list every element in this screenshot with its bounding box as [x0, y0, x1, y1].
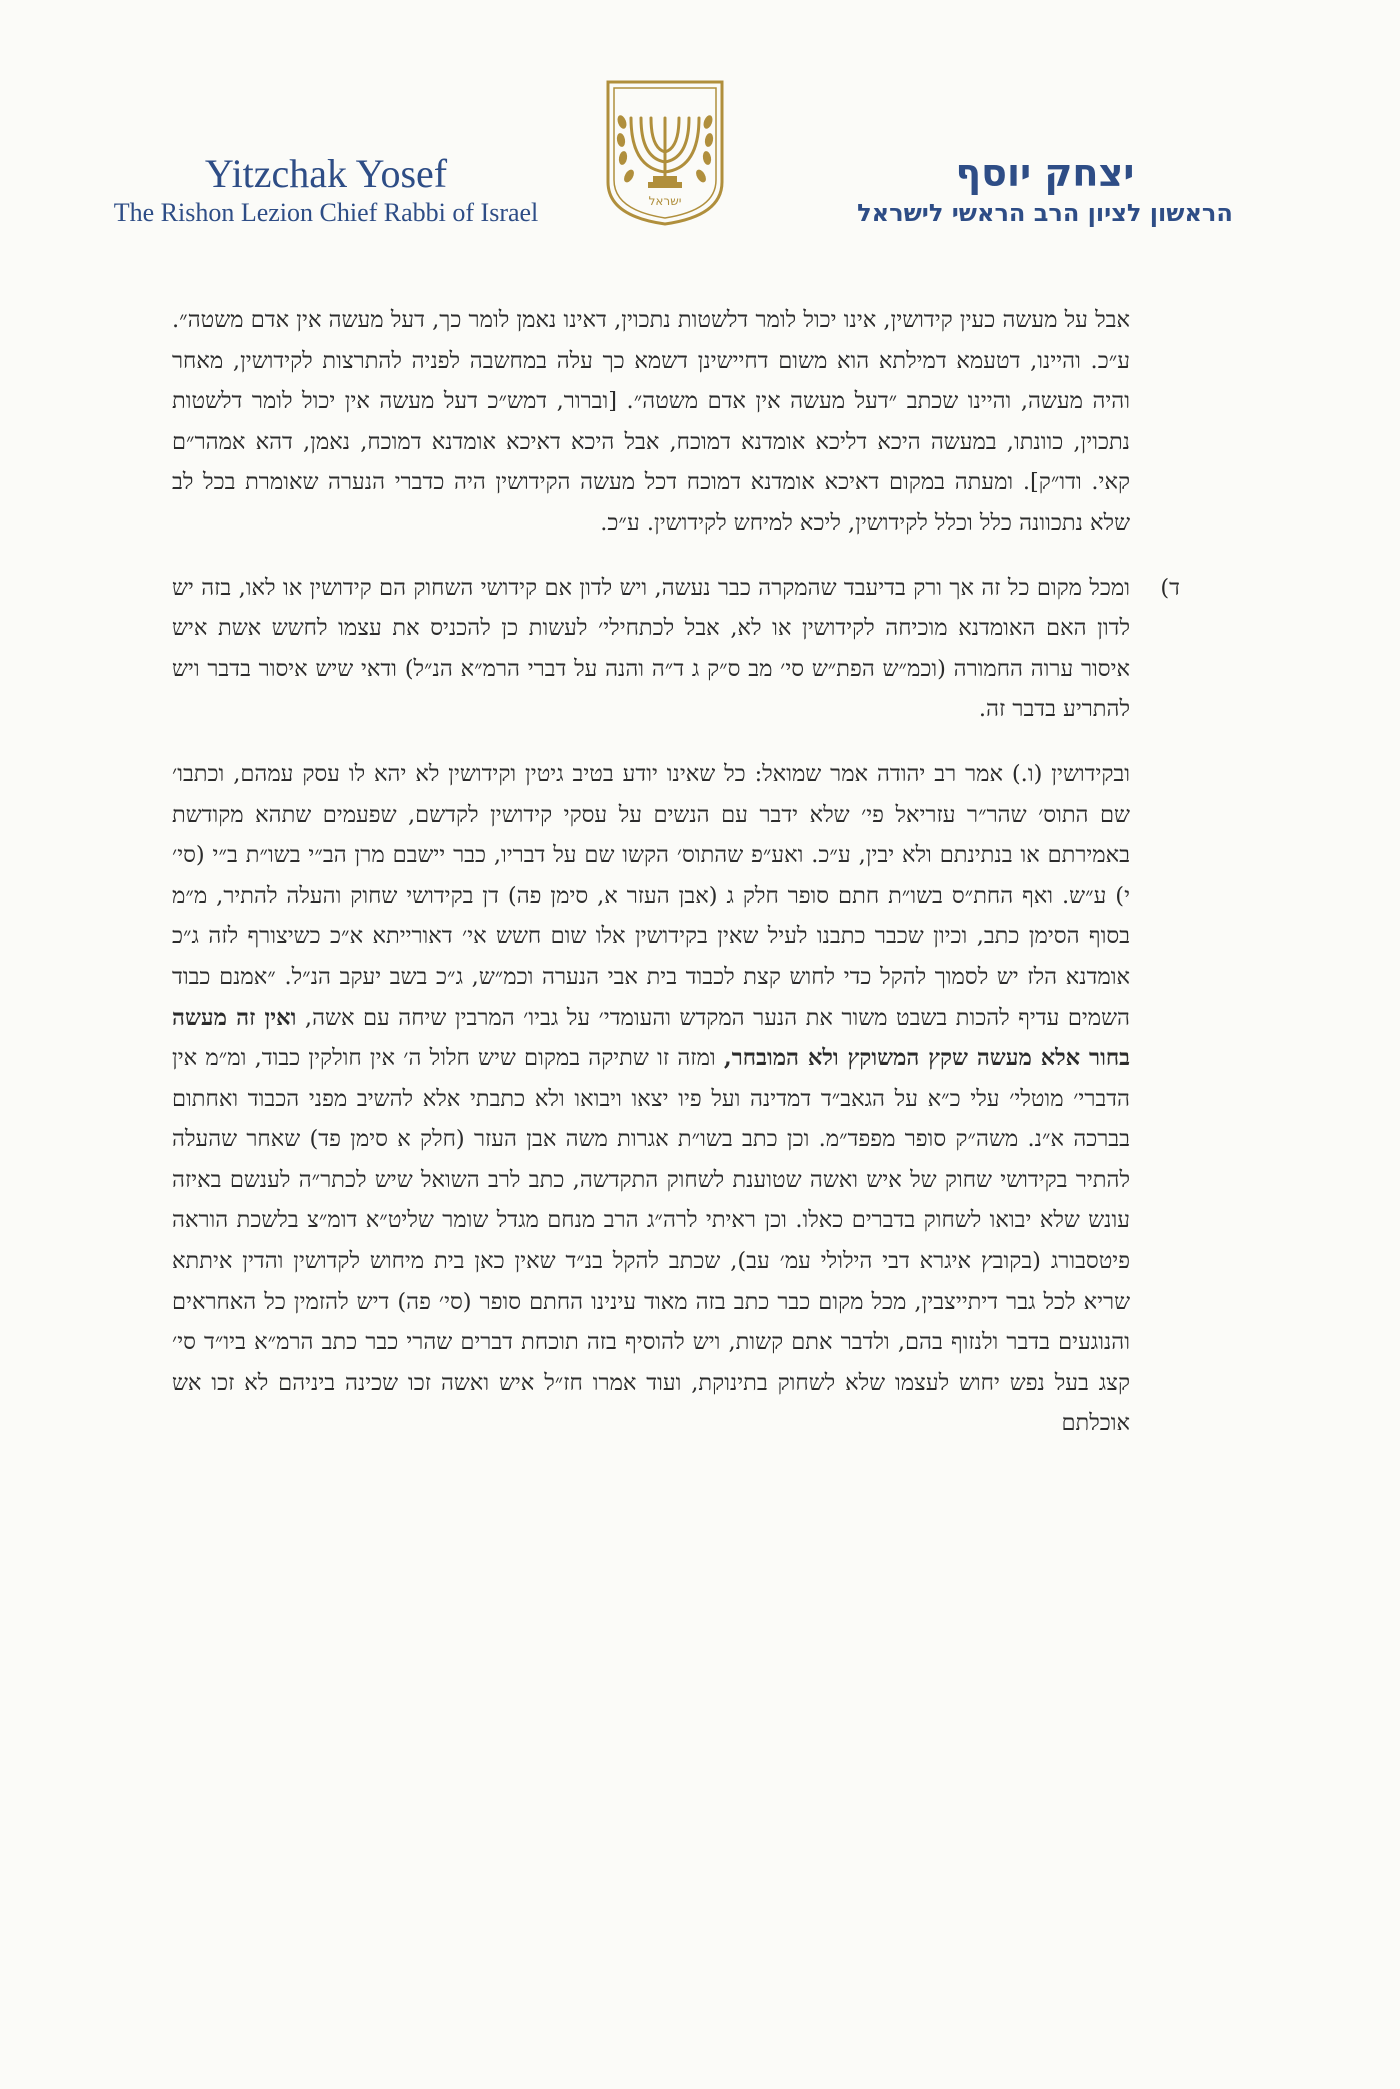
rabbi-title-english: The Rishon Lezion Chief Rabbi of Israel [113, 198, 539, 227]
state-emblem-icon [604, 78, 726, 228]
letter-body [172, 300, 1180, 1468]
emblem-label: ישראל [648, 194, 682, 208]
rabbi-title-hebrew: הראשון לציון הרב הראשי לישראל [857, 199, 1233, 227]
paragraph-3-bold: ואין זה מעשה בחור אלא מעשה שקץ המשוקץ ולא המובחר, [172, 1004, 1131, 1072]
paragraph-3-text-a: ובקידושין (ו.) אמר רב יהודה אמר שמואל: כל שאינו יודע בטיב גיטין וקידושין לא יהא לו עסק עמהם, וכתבו׳ שם התוס׳ שהר״ר עזריאל פי׳ שלא ידבר עם הנשים על עסקי קידושין לקדשם, שפעמים שתהא מקודשת באמירתם או בנתינתם ולא יבין, ע״כ. ואע״פ שהתוס׳ הקשו שם על דבריו, כבר יישבם מרן הב״י בשו״ת ב״י (סי׳ י) ע״ש. ואף החת״ס בשו״ת חתם סופר חלק ג (אבן העזר א, סימן פה) דן בקידושי שחוק והעלה להתיר, מ״מ בסוף הסימן כתב, וכיון שכבר כתבנו לעיל שאין בקידושין אלו שום חשש אי׳ דאורייתא א״כ כשיצורף לזה ג״כ אומדנא הלז יש לסמוך להקל כדי לחוש קצת לכבוד בית אבי הנערה וכמ״ש, ג״כ בשב יעקב הנ״ל. ״אמנם כבוד השמים עדיף להכות בשבט משור את הנער המקדש והעומדי׳ על גביו׳ המרבין שיחה עם אשה, [172, 760, 1130, 1031]
letterhead [0, 0, 1400, 240]
letterhead-english [86, 152, 566, 230]
rabbi-name-hebrew: יצחק יוסף [955, 151, 1135, 195]
paragraph-2-text: ומכל מקום כל זה אך ורק בדיעבד שהמקרה כבר נעשה, ויש לדון אם קידושי השחוק הם קידושין או לאו, בזה יש לדון האם האומדנא מוכיחה לקידושין או לא, אבל לכתחילי׳ לעשות כן להכניס את עצמו לחשש אשת איש איסור ערוה החמורה (וכמ״ש הפת״ש סי׳ מב ס״ק ג ד״ה והנה על דברי הרמ״א הנ״ל) ודאי שיש איסור בדבר ויש להתריע בדבר זה. [172, 574, 1130, 723]
item-marker: ד) [1160, 574, 1180, 601]
paragraph-1: אבל על מעשה כעין קידושין, אינו יכול לומר דלשטות נתכוין, דאינו נאמן לומר כך, דעל מעשה אין אדם משטה״. ע״כ. והיינו, דטעמא דמילתא הוא משום דחיישינן דשמא כך עלה במחשבה לפניה להתרצות לקידושין, מאחר והיה מעשה, והיינו שכתב ״דעל מעשה אין אדם משטה״. [וברור, דמש״כ דעל מעשה אין יכול לומר דלשטות נתכוין, כוונתו, במעשה היכא דליכא אומדנא דמוכח, אבל היכא דאיכא אומדנא דמוכח, נאמן, דהא אמהר״ם קאי. ודו״ק]. ומעתה במקום דאיכא אומדנא דמוכח דכל מעשה הקידושין היה כדברי הנערה שאומרת בכל לב שלא נתכוונה כלל וכלל לקידושין, ליכא למיחש לקידושין. ע״כ. [172, 307, 1130, 536]
rabbi-name-english: Yitzchak Yosef [204, 151, 448, 196]
letterhead-hebrew [830, 150, 1260, 230]
paragraph-2 [172, 568, 1180, 730]
paragraph-3 [172, 754, 1130, 1444]
paragraph-3-text-b: ומזה זו שתיקה במקום שיש חלול ה׳ אין חולקין כבוד, ומ״מ אין הדברי׳ מוטלי׳ עלי כ״א על הגאב״ד דמדינה ועל פיו יצאו ויבואו ולא כתבתי אלא להשיב מפני הכבוד ואחתום בברכה א״נ. משה״ק סופר מפפד״מ. וכן כתב בשו״ת אגרות משה אבן העזר (חלק א סימן פד) שאחר שהעלה להתיר בקידושי שחוק של איש ואשה שטוענת לשחוק התקדשה, כתב לרב השואל שיש לכתר״ה לענשם באיזה עונש שלא יבואו לשחוק בדברים כאלו. וכן ראיתי לרה״ג הרב מנחם מגדל שומר שליט״א דומ״צ בלשכת הוראה פיטסבורג (בקובץ איגרא דבי הילולי עמ׳ עב), שכתב להקל בנ״ד שאין כאן בית מיחוש לקדושין והדין איתתא שריא לכל גבר דיתייצבין, מכל מקום כבר כתב בזה מאוד עינינו החתם סופר (סי׳ פה) דיש להזמין כל האחראים והנוגעים בדבר ולנזוף בהם, ולדבר אתם קשות, ויש להוסיף בזה תוכחת דברים שהרי כבר כתב הרמ״א ביו״ד סי׳ קצג בעל נפש יחוש לעצמו שלא לשחוק בתינוקת, ועוד אמרו חז״ל איש ואשה זכו שכינה ביניהם לא זכו אש אוכלתם [172, 1045, 1130, 1437]
